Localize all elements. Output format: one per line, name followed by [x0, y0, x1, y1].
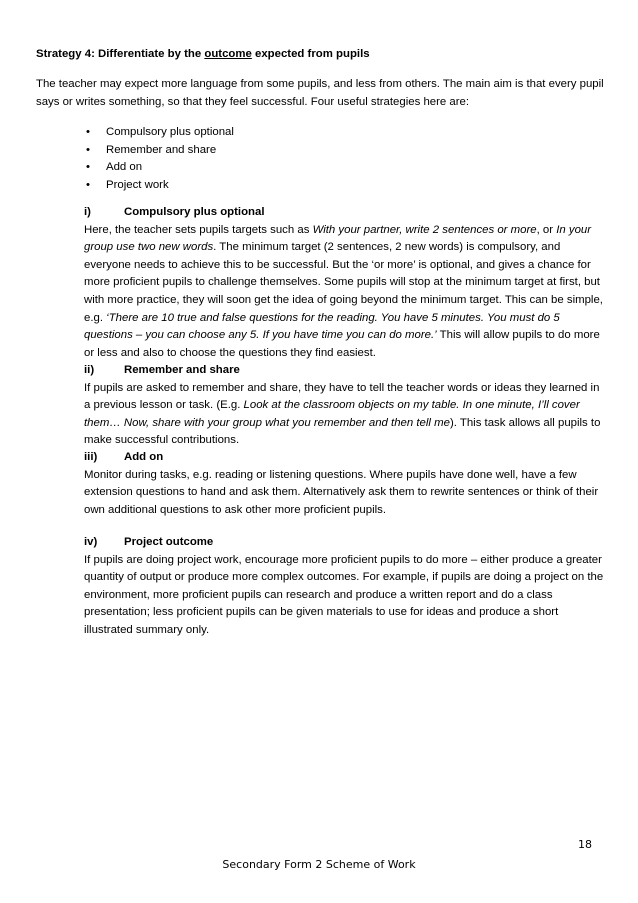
italic-example-text: In your group use two new words	[84, 223, 592, 254]
italic-example-text: ‘There are 10 true and false questions for the reading. You have 5 minutes. You must do 5 questions – you can choose any 5. If you have time you can do more.’	[84, 311, 560, 342]
section-body	[84, 552, 604, 640]
body-text: This will allow pupils to do more or less and also to choose the questions they find easiest.	[84, 329, 600, 359]
bullet-icon: •	[86, 161, 90, 174]
section-body	[84, 467, 604, 520]
italic-example-text: With your partner, write 2 sentences or more	[312, 223, 537, 236]
section-add-on	[84, 449, 604, 519]
section-title: i) Compulsory plus optional	[84, 206, 265, 218]
section-title: ii) Remember and share	[84, 364, 240, 376]
section-compulsory-plus-optional	[84, 204, 604, 362]
intro-paragraph: The teacher may expect more language from some pupils, and less from others. The main aim is that every pupil says or writes something, so that they feel successful. Four useful strategies here are:	[36, 78, 604, 108]
heading-prefix: Strategy 4: Differentiate by the	[36, 48, 205, 60]
body-text: If pupils are asked to remember and share, they have to tell the teacher words or ideas they learned in a previous lesson or task. (E.g.	[84, 381, 600, 412]
list-item: • Project work	[86, 177, 234, 195]
body-text: , or	[536, 223, 557, 236]
body-text: Monitor during tasks, e.g. reading or listening questions. Where pupils have done well, have a few extension questions to hand and ask them. Alternatively ask them to rewrite sentences or think of their own additional questions to ask other more proficient pupils.	[84, 468, 599, 516]
page-footer: Secondary Form 2 Scheme of Work	[222, 858, 416, 871]
list-item: • Remember and share	[86, 142, 234, 160]
page-number: 18	[578, 838, 592, 851]
heading-suffix: expected from pupils	[251, 48, 370, 60]
bullet-icon: •	[86, 126, 90, 138]
bullet-icon: •	[86, 178, 90, 191]
section-heading	[36, 46, 370, 62]
section-title: iii) Add on	[84, 451, 164, 463]
section-body	[84, 380, 604, 450]
list-item: • Add on	[86, 159, 234, 177]
body-text: If pupils are doing project work, encourage more proficient pupils to do more – either produce a greater quantity of output or produce more complex outcomes. For example, if pupils are doing a project on the environment, more proficient pupils can research and produce a written report and do a class presentation; less proficient pupils can be given materials to use for ideas and produce a short illustrated summary only.	[84, 553, 604, 636]
strategy-list	[86, 124, 234, 194]
italic-example-text: Look at the classroom objects on my table. In one minute, I’ll cover them… Now, share with your group what you remember and then tell me	[84, 399, 580, 429]
bullet-icon: •	[86, 143, 90, 156]
heading-underlined-word: outcome	[204, 48, 252, 60]
section-project-outcome	[84, 534, 604, 640]
list-item: • Compulsory plus optional	[86, 124, 234, 142]
body-text: ). This task allows all pupils to make successful contributions.	[84, 416, 601, 447]
body-text: . The minimum target (2 sentences, 2 new words) is compulsory, and everyone needs to achieve this to be successful. But the ‘or more’ is optional, and gives a chance for more proficient pupils to challenge themselves. Some pupils will stop at the minimum target at first, but with more practice, they will soon get the idea of going beyond the minimum target. This can be simple, e.g.	[84, 241, 603, 324]
section-remember-and-share	[84, 362, 604, 450]
section-title: iv) Project outcome	[84, 536, 214, 548]
body-text: Here, the teacher sets pupils targets such as	[84, 223, 313, 236]
section-body	[84, 222, 604, 363]
